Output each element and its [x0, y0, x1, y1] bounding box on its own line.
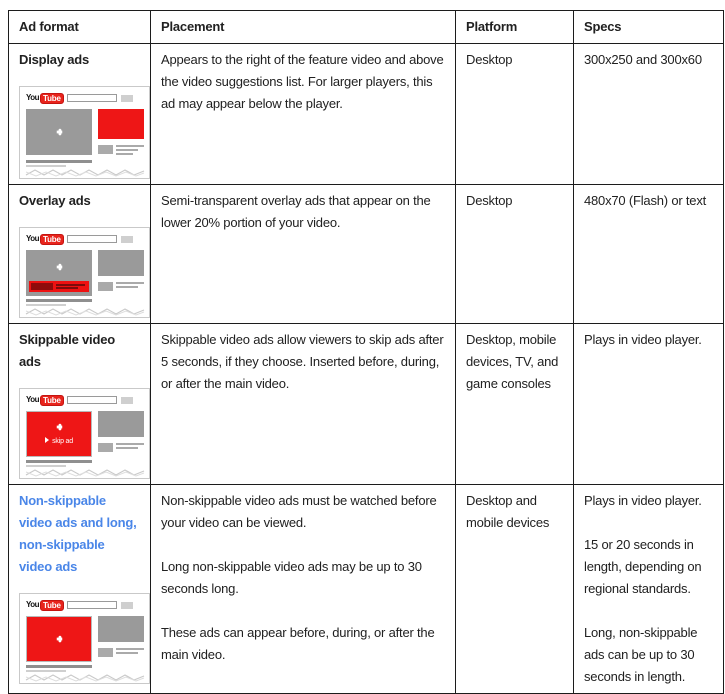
youtube-logo-tube: Tube	[40, 395, 64, 406]
progress-bar-mock	[26, 160, 92, 163]
non-skippable-ad-thumbnail	[19, 593, 150, 684]
suggested-video-rect	[98, 616, 144, 642]
overlay-ad-thumbnail	[19, 227, 150, 318]
placement-text: Skippable video ads allow viewers to skip ads after 5 seconds, if they choose. Inserted before, during, or after the main video.	[161, 332, 444, 391]
specs-text: 300x250 and 300x60	[584, 52, 702, 67]
video-placeholder-icon	[54, 262, 65, 273]
search-input-mock	[67, 396, 117, 404]
play-icon	[45, 437, 49, 443]
cell-platform	[456, 485, 574, 694]
youtube-logo-tube: Tube	[40, 93, 64, 104]
table-row	[9, 185, 724, 324]
cell-platform	[456, 44, 574, 185]
suggested-video-rect	[98, 411, 144, 437]
progress-bar-mock	[26, 299, 92, 302]
search-input-mock	[67, 235, 117, 243]
torn-edge	[26, 673, 144, 682]
search-input-mock	[67, 94, 117, 102]
player-header-bar	[26, 234, 144, 244]
player-header-bar	[26, 395, 144, 405]
torn-edge	[26, 168, 144, 177]
table-header-row	[9, 11, 724, 44]
youtube-logo: You	[26, 600, 40, 609]
video-ad-mock	[26, 411, 92, 457]
search-button-mock	[121, 397, 133, 404]
youtube-logo: You	[26, 395, 40, 404]
cell-ad-format	[9, 44, 151, 185]
youtube-logo-tube: Tube	[40, 600, 64, 611]
cell-specs	[574, 324, 724, 485]
placement-text: Semi-transparent overlay ads that appear on the lower 20% portion of your video.	[161, 193, 431, 230]
display-ad-rect	[98, 109, 144, 139]
cell-ad-format	[9, 324, 151, 485]
cell-platform	[456, 324, 574, 485]
suggestion-item-mock	[98, 282, 144, 291]
cell-ad-format	[9, 185, 151, 324]
progress-bar-mock	[26, 665, 92, 668]
specs-text: Plays in video player.	[584, 332, 702, 347]
header-ad-format: Ad format	[9, 11, 151, 44]
table-row	[9, 44, 724, 185]
header-placement: Placement	[151, 11, 456, 44]
cell-placement	[151, 324, 456, 485]
search-button-mock	[121, 236, 133, 243]
specs-text: 15 or 20 seconds in length, depending on regional standards.	[584, 537, 702, 596]
skippable-ad-thumbnail	[19, 388, 150, 479]
cell-placement	[151, 185, 456, 324]
platform-text: Desktop	[466, 52, 513, 67]
specs-text: Long, non-skippable ads can be up to 30 seconds in length.	[584, 625, 698, 684]
suggestion-item-mock	[98, 145, 144, 157]
ad-format-title: Display ads	[19, 52, 90, 67]
video-ad-mock	[26, 616, 92, 662]
video-placeholder-icon	[54, 127, 65, 138]
placement-text: Long non-skippable video ads may be up to 30 seconds long.	[161, 559, 422, 596]
platform-text: Desktop, mobile devices, TV, and game consoles	[466, 332, 559, 391]
youtube-logo: You	[26, 234, 40, 243]
display-ad-thumbnail	[19, 86, 150, 179]
progress-bar-mock	[26, 460, 92, 463]
youtube-logo-tube: Tube	[40, 234, 64, 245]
skip-ad-button-mock: skip ad	[45, 437, 73, 446]
placement-text: Non-skippable video ads must be watched before your video can be viewed.	[161, 493, 437, 530]
table-row	[9, 485, 724, 694]
specs-text: Plays in video player.	[584, 493, 702, 508]
video-placeholder-icon	[54, 634, 65, 645]
header-platform: Platform	[456, 11, 574, 44]
platform-text: Desktop	[466, 193, 513, 208]
cell-specs	[574, 485, 724, 694]
search-input-mock	[67, 601, 117, 609]
placement-text: These ads can appear before, during, or after the main video.	[161, 625, 435, 662]
video-player-mock	[26, 109, 92, 155]
cell-specs	[574, 185, 724, 324]
cell-placement	[151, 44, 456, 185]
ad-formats-table	[8, 10, 724, 694]
cell-placement	[151, 485, 456, 694]
video-player-mock	[26, 250, 92, 296]
cell-ad-format	[9, 485, 151, 694]
ad-format-link[interactable]: Non-skippable video ads and long, non-skippable video ads	[19, 493, 137, 574]
suggested-video-rect	[98, 250, 144, 276]
torn-edge	[26, 468, 144, 477]
cell-platform	[456, 185, 574, 324]
suggestion-item-mock	[98, 443, 144, 452]
table-row	[9, 324, 724, 485]
video-placeholder-icon	[54, 422, 65, 433]
specs-text: 480x70 (Flash) or text	[584, 193, 707, 208]
platform-text: Desktop and mobile devices	[466, 493, 550, 530]
search-button-mock	[121, 602, 133, 609]
player-header-bar	[26, 600, 144, 610]
placement-text: Appears to the right of the feature video and above the video suggestions list. For larger players, this ad may appear below the player.	[161, 52, 444, 111]
cell-specs	[574, 44, 724, 185]
player-header-bar	[26, 93, 144, 103]
header-specs: Specs	[574, 11, 724, 44]
search-button-mock	[121, 95, 133, 102]
overlay-ad-banner	[29, 281, 89, 292]
youtube-logo: You	[26, 93, 40, 102]
ad-format-title: Skippable video ads	[19, 332, 115, 369]
suggestion-item-mock	[98, 648, 144, 657]
torn-edge	[26, 307, 144, 316]
ad-format-title: Overlay ads	[19, 193, 91, 208]
